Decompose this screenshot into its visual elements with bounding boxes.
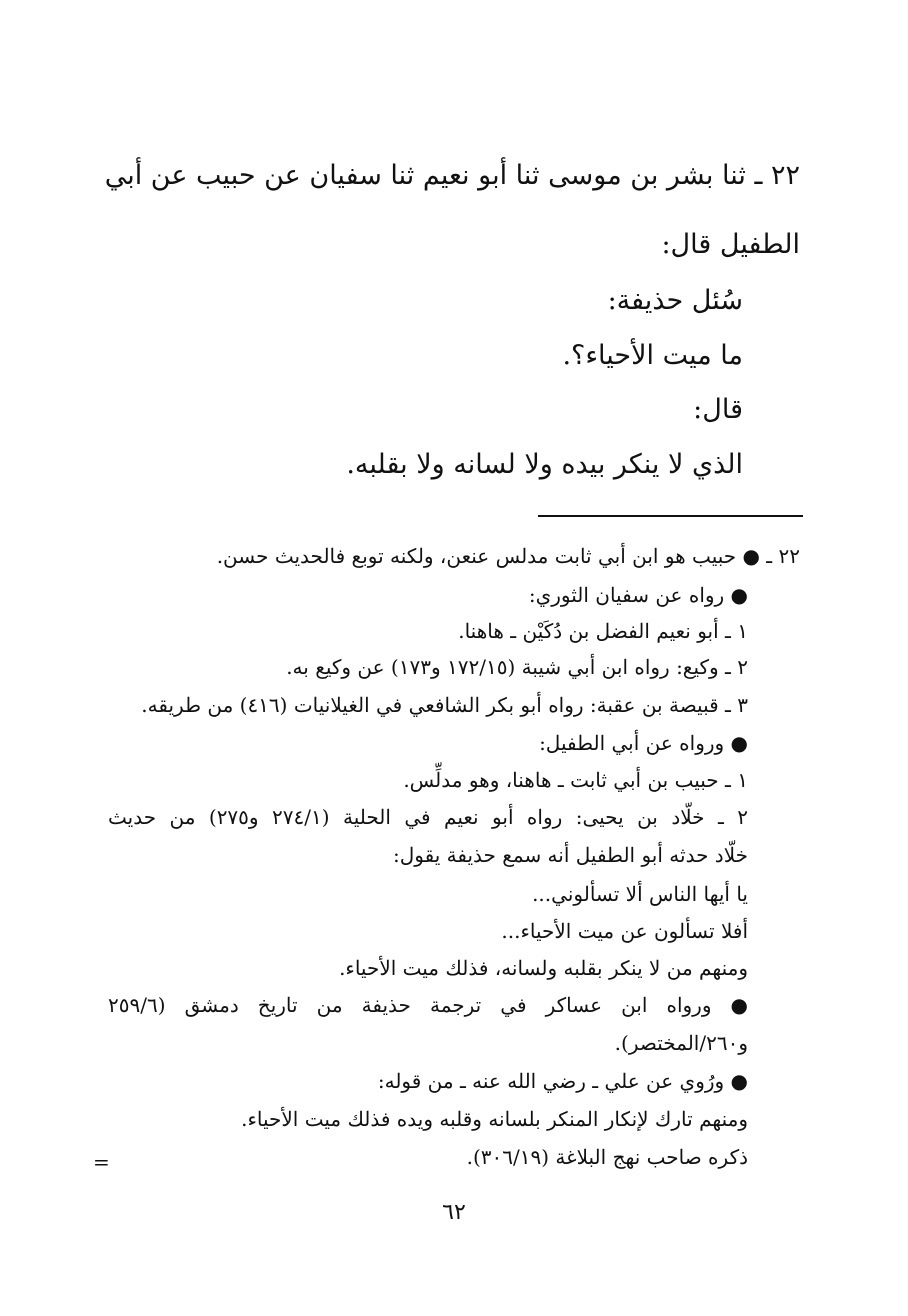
footnote-line-2: ● رواه عن سفيان الثوري: [528,583,748,607]
footnote-line-8: ٢ ـ خلّاد بن يحيى: رواه أبو نعيم في الحلية (٢٧٤/١ و٢٧٥) من حديث [108,805,749,829]
page-number: ٦٢ [442,1200,466,1225]
footnote-line-15: ● ورُوي عن علي ـ رضي الله عنه ـ من قوله: [377,1069,748,1093]
footnote-line-5: ٣ ـ قبيصة بن عقبة: رواه أبو بكر الشافعي في الغيلانيات (٤١٦) من طريقه. [141,693,748,717]
main-line-2: الطفيل قال: [661,229,800,260]
footnote-separator [538,515,803,517]
footnote-line-4: ٢ ـ وكيع: رواه ابن أبي شيبة (١٧٢/١٥ و١٧٣) عن وكيع به. [286,655,748,679]
footnote-line-16: ومنهم تارك لإنكار المنكر بلسانه وقلبه ويده فذلك ميت الأحياء. [241,1107,748,1131]
continuation-mark: = [93,1150,110,1174]
footnote-line-10: يا أيها الناس ألا تسألوني... [532,882,748,906]
main-line-1: ٢٢ ـ ثنا بشر بن موسى ثنا أبو نعيم ثنا سفيان عن حبيب عن أبي [104,160,800,191]
main-line-3: سُئل حذيفة: [607,285,743,316]
footnote-line-7: ١ ـ حبيب بن أبي ثابت ـ هاهنا، وهو مدلِّس. [403,768,748,792]
main-line-4: ما ميت الأحياء؟. [562,340,743,371]
footnote-line-12: ومنهم من لا ينكر بقلبه ولسانه، فذلك ميت الأحياء. [339,956,748,980]
footnote-line-9: خلّاد حدثه أبو الطفيل أنه سمع حذيفة يقول: [392,843,748,867]
footnote-line-17: ذكره صاحب نهج البلاغة (٣٠٦/١٩). [466,1145,748,1169]
main-line-5: قال: [693,394,743,425]
main-line-6: الذي لا ينكر بيده ولا لسانه ولا بقلبه. [346,449,743,480]
footnote-line-1: ٢٢ ـ ● حبيب هو ابن أبي ثابت مدلس عنعن، ولكنه توبع فالحديث حسن. [216,544,800,568]
footnote-line-14: و٢٦٠/المختصر). [614,1031,748,1055]
footnote-line-13: ● ورواه ابن عساكر في ترجمة حذيفة من تاريخ دمشق (٢٥٩/٦ [108,993,748,1017]
footnote-line-3: ١ ـ أبو نعيم الفضل بن دُكَيْن ـ هاهنا. [458,619,748,643]
footnote-line-11: أفلا تسألون عن ميت الأحياء... [501,919,748,943]
footnote-line-6: ● ورواه عن أبي الطفيل: [539,731,748,755]
